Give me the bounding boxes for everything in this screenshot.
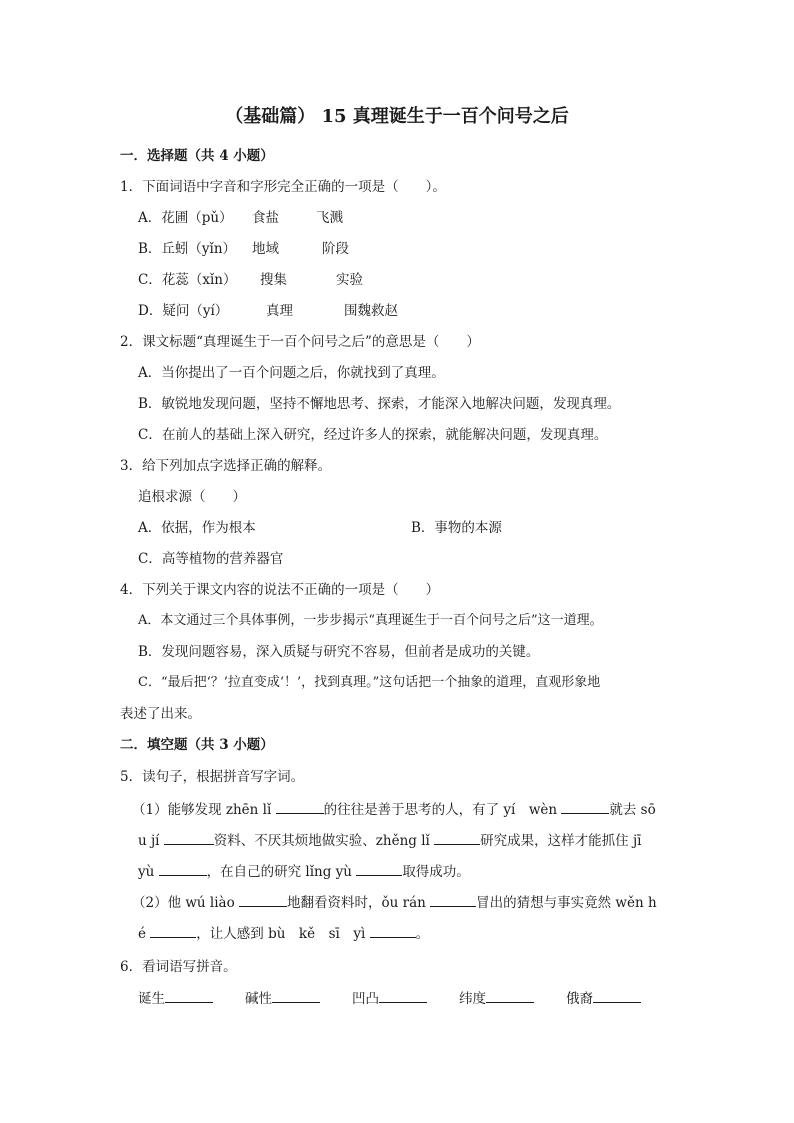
q4-option-c-line1: C．“最后把‘？’拉直变成‘！’，找到真理。”这句话把一个抽象的道理，直观形象地 <box>138 675 601 690</box>
section-heading-choice: 一．选择题（共 4 小题） <box>120 148 274 164</box>
q3-option-b: B．事物的本源 <box>411 520 502 536</box>
answer-blank[interactable] <box>159 861 207 876</box>
q6-word-5 <box>566 988 641 1009</box>
q6-word-1 <box>138 988 213 1009</box>
q1-option-b-word3: 阶段 <box>322 241 349 257</box>
q2-option-b: B．敏锐地发现问题，坚持不懈地思考、探索，才能深入地解决问题，发现真理。 <box>138 396 621 412</box>
q5-text: 。 <box>415 926 430 942</box>
answer-blank[interactable] <box>165 988 213 1003</box>
q5-text: 冒出的猜想与事实竟然 wěn h <box>476 895 657 911</box>
q5-text: 的往往是善于思考的人，有了 yí wèn <box>323 802 558 818</box>
q1-option-b-word2: 地域 <box>252 241 279 257</box>
q4-option-c-line2: 表述了出来。 <box>120 706 201 722</box>
question-5-stem: 5．读句子，根据拼音写字词。 <box>120 769 305 785</box>
q5-part1-line1 <box>132 799 656 820</box>
q3-target-word: 追根求源（ ） <box>138 489 246 505</box>
q6-word-2 <box>245 988 320 1009</box>
q1-option-c-word1: C．花蕊（xǐn） <box>138 272 237 288</box>
q1-option-c-word3: 实验 <box>336 272 363 288</box>
question-6-stem: 6．看词语写拼音。 <box>120 959 237 975</box>
q3-option-a: A．依据，作为根本 <box>138 520 256 536</box>
q1-option-c-word2: 搜集 <box>260 272 287 288</box>
answer-blank[interactable] <box>486 988 534 1003</box>
q5-text: 就去 sō <box>609 802 656 818</box>
q5-part1-line3 <box>138 861 470 882</box>
q5-text: （2）他 wú liào <box>132 895 235 911</box>
question-2-stem: 2．课文标题“真理诞生于一百个问号之后”的意思是（ ） <box>120 334 480 350</box>
q5-text: 资料、不厌其烦地做实验、zhěng lǐ <box>213 833 430 849</box>
answer-blank[interactable] <box>593 988 641 1003</box>
q4-option-a: A．本文通过三个具体事例，一步步揭示“真理诞生于一百个问号之后”这一道理。 <box>138 613 603 628</box>
q6-word: 诞生 <box>138 991 165 1007</box>
q2-option-c: C．在前人的基础上深入研究，经过许多人的探索，就能解决问题，发现真理。 <box>138 427 608 443</box>
answer-blank[interactable] <box>430 892 476 907</box>
q5-text: 地翻看资料时，ǒu rán <box>287 895 426 911</box>
answer-blank[interactable] <box>379 988 427 1003</box>
q4-option-b: B．发现问题容易，深入质疑与研究不容易，但前者是成功的关键。 <box>138 644 540 660</box>
question-3-stem: 3．给下列加点字选择正确的解释。 <box>120 458 332 474</box>
q5-part1-line2 <box>138 830 641 851</box>
q6-word: 碱性 <box>245 991 272 1007</box>
q6-word: 俄裔 <box>566 991 593 1007</box>
q5-text: 取得成功。 <box>402 864 470 880</box>
q5-part2-line2 <box>138 923 429 944</box>
answer-blank[interactable] <box>164 830 214 845</box>
answer-blank[interactable] <box>370 923 416 938</box>
page-title: （基础篇） 15 真理诞生于一百个问号之后 <box>225 106 569 127</box>
q1-option-a-word1: A．花圃（pǔ） <box>138 210 233 226</box>
q1-option-b-word1: B．丘蚓（yǐn） <box>138 241 237 257</box>
q6-word: 凹凸 <box>352 991 379 1007</box>
q5-text: ，让人感到 bù kě sī yì <box>196 926 366 942</box>
q1-option-d-word3: 围魏救赵 <box>344 303 398 319</box>
question-1-stem: 1．下面词语中字音和字形完全正确的一项是（ ）。 <box>120 179 446 195</box>
q5-text: u jí <box>138 833 160 849</box>
answer-blank[interactable] <box>239 892 287 907</box>
answer-blank[interactable] <box>150 923 196 938</box>
section-heading-fill: 二．填空题（共 3 小题） <box>120 737 274 753</box>
q2-option-a: A．当你提出了一百个问题之后，你就找到了真理。 <box>138 365 445 381</box>
q1-option-a-word2: 食盐 <box>252 210 279 226</box>
q5-text: ，在自己的研究 lǐng yù <box>206 864 353 880</box>
q3-option-c: C．高等植物的营养器官 <box>138 551 284 567</box>
q1-option-d-word1: D．疑问（yí） <box>138 303 229 319</box>
q6-word: 纬度 <box>459 991 486 1007</box>
q5-text: é <box>138 926 146 942</box>
answer-blank[interactable] <box>356 861 402 876</box>
answer-blank[interactable] <box>276 799 324 814</box>
q5-text: yù <box>138 864 155 880</box>
q6-word-3 <box>352 988 427 1009</box>
q5-text: 研究成果，这样才能抓住 jī <box>480 833 642 849</box>
question-4-stem: 4．下列关于课文内容的说法不正确的一项是（ ） <box>120 582 440 598</box>
answer-blank[interactable] <box>272 988 320 1003</box>
q5-text: （1）能够发现 zhēn lǐ <box>132 802 272 818</box>
q1-option-d-word2: 真理 <box>266 303 293 319</box>
q6-word-4 <box>459 988 534 1009</box>
q5-part2-line1 <box>132 892 657 913</box>
q1-option-a-word3: 飞溅 <box>316 210 343 226</box>
answer-blank[interactable] <box>561 799 609 814</box>
answer-blank[interactable] <box>434 830 480 845</box>
